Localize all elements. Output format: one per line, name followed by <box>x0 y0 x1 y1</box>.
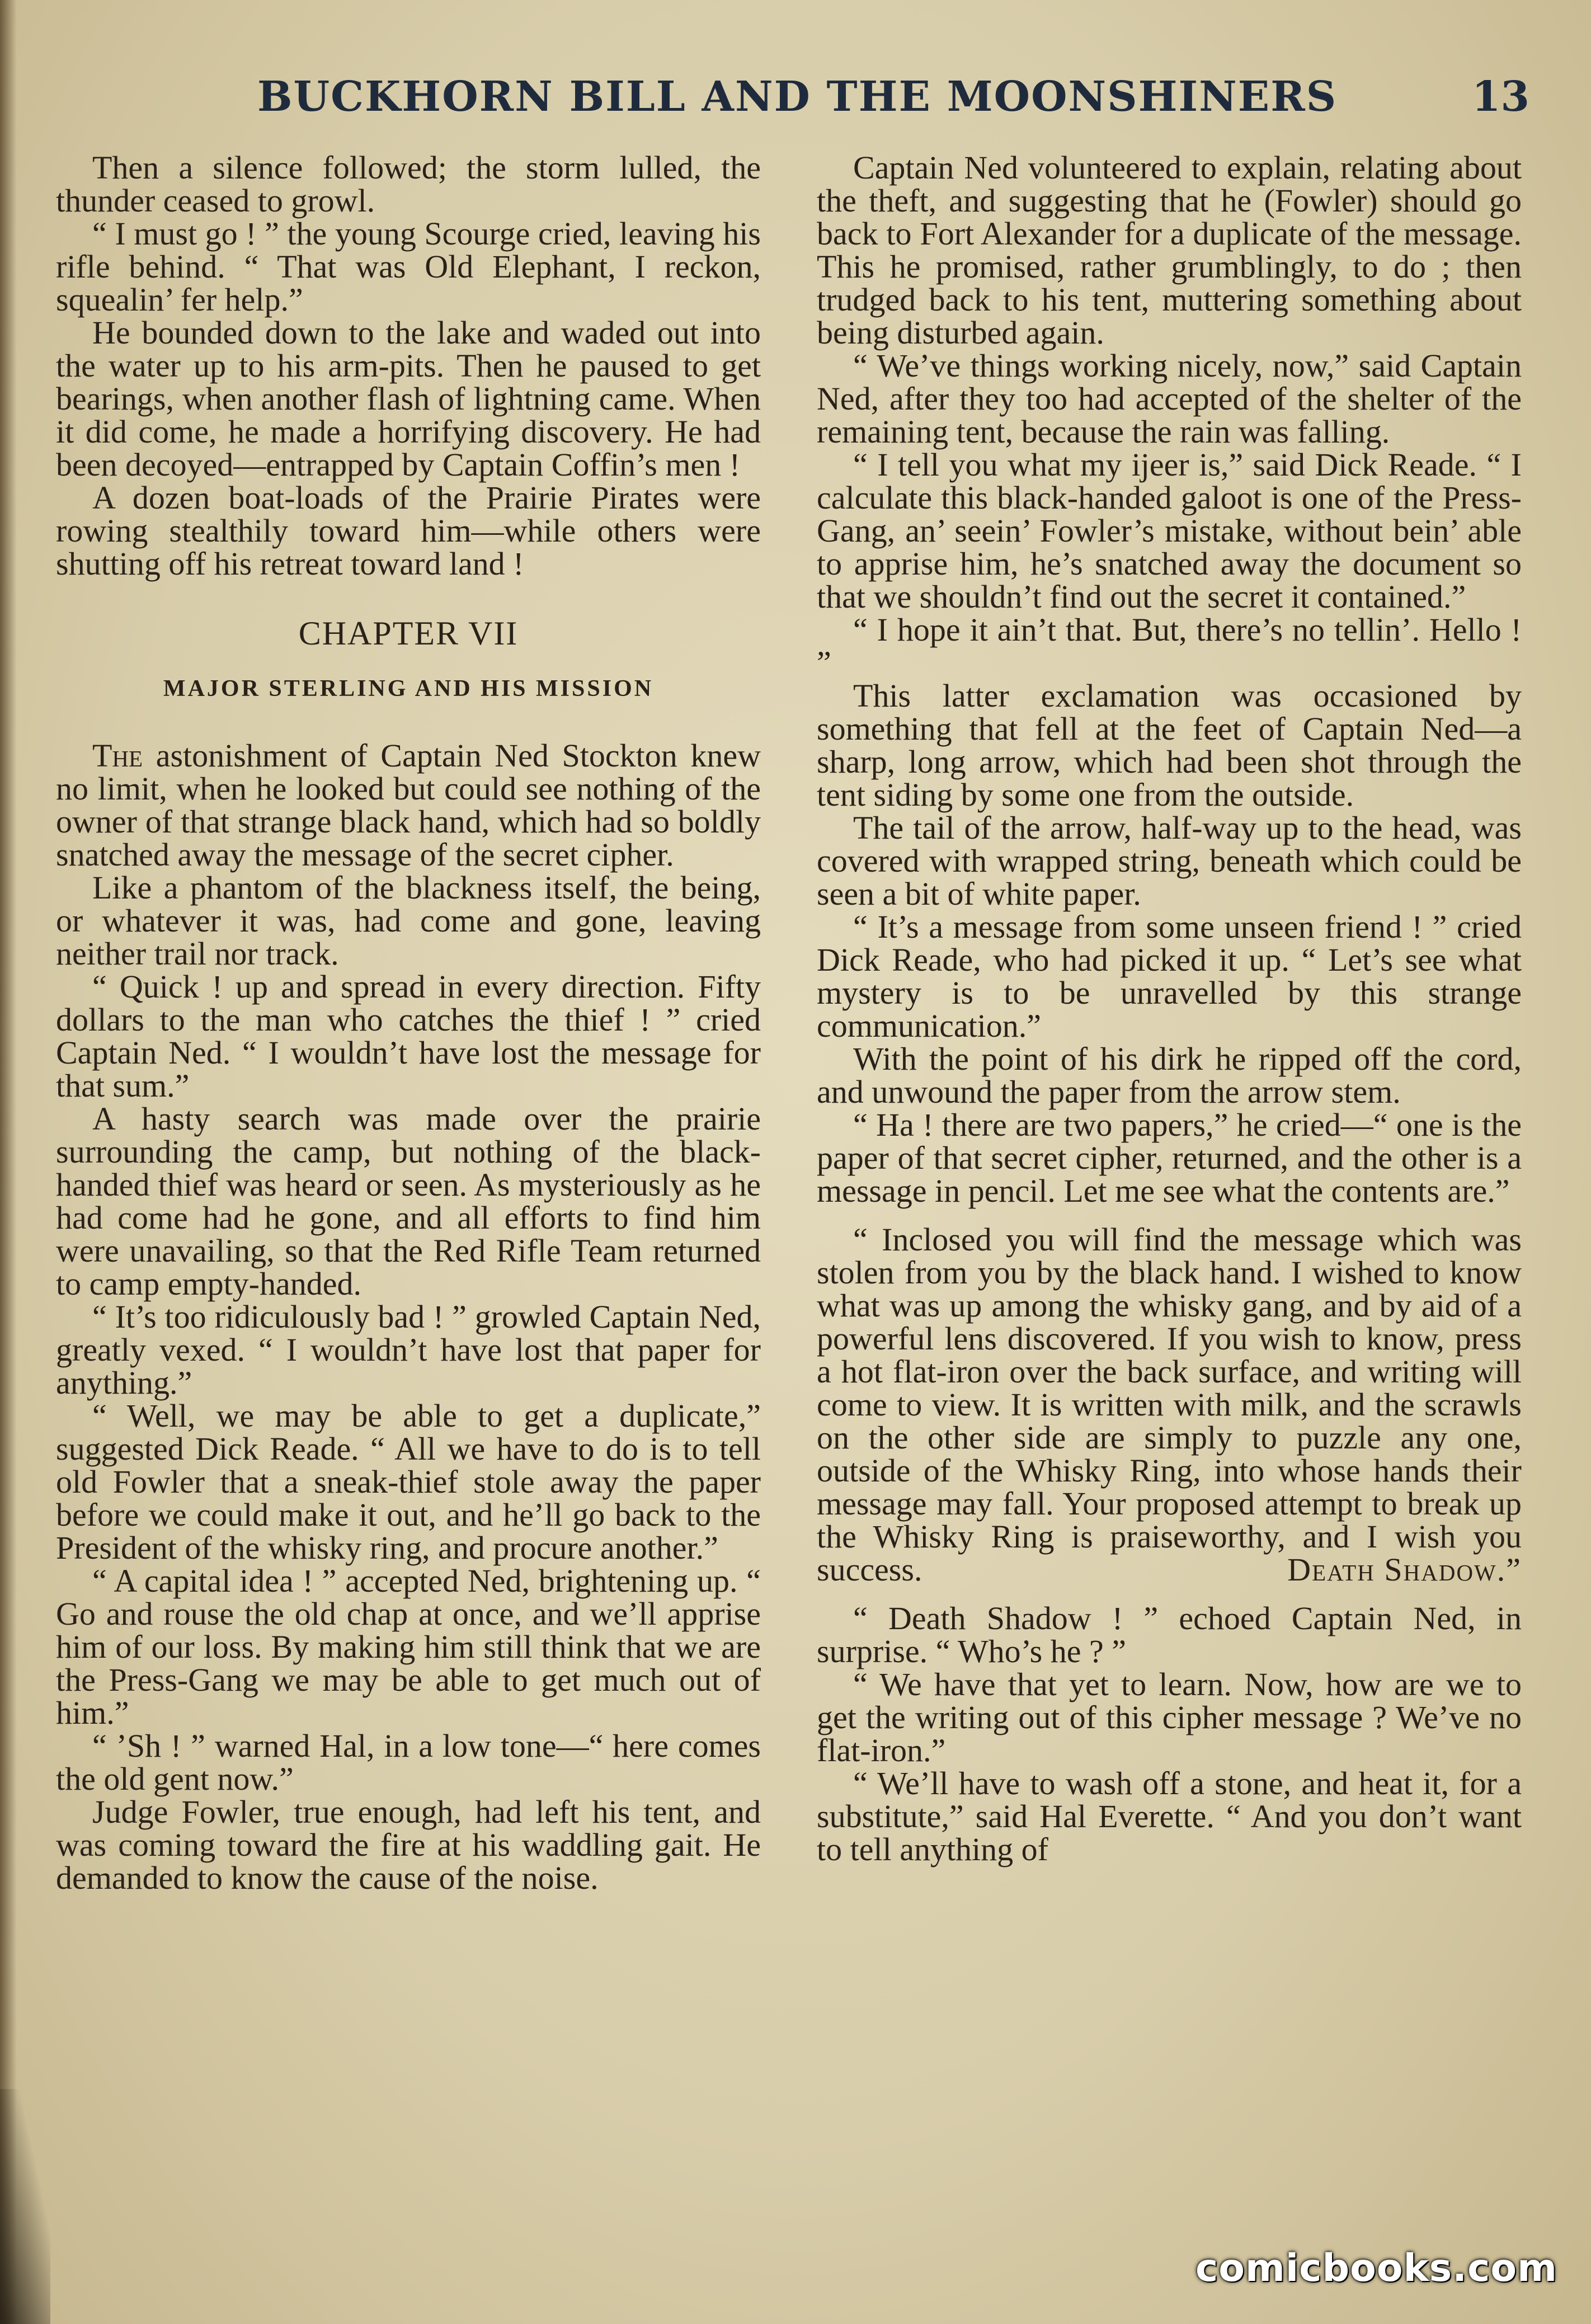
paragraph: This latter exclamation was occasioned by something that fell at the feet of Captain Ned—a sharp, long arrow, which had been shot through the tent siding by some one from the outside. <box>817 678 1522 813</box>
paragraph: Like a phantom of the blackness itself, the being, or whatever it was, had come and gone, leaving neither trail nor track. <box>56 869 761 972</box>
page-spine-shadow <box>0 0 17 2324</box>
paragraph: Judge Fowler, true enough, had left his tent, and was coming toward the fire at his waddling gait. He demanded to know the cause of the noise. <box>56 1794 761 1896</box>
paragraph: “ A capital idea ! ” accepted Ned, brightening up. “ Go and rouse the old chap at once, and we’ll apprise him of our loss. By making him still think that we are the Press-Gang we may be able to get much out of him.” <box>56 1563 761 1731</box>
paragraph: “ Well, we may be able to get a duplicate,” suggested Dick Reade. “ All we have to do is to tell old Fowler that a sneak-thief stole away the paper before we could make it out, and he’ll go back to the President of the whisky ring, and procure another.” <box>56 1398 761 1566</box>
paragraph: He bounded down to the lake and waded out into the water up to his arm-pits. Then he paused to get bearings, when another flash of lightning came. When it did come, he made a horrifying discovery. He had been decoyed—entrapped by Captain Coffin’s men ! <box>56 314 761 483</box>
chapter-subtitle: MAJOR STERLING AND HIS MISSION <box>163 676 654 702</box>
paragraph: “ We have that yet to learn. Now, how are we to get the writing out of this cipher message ? We’ve no flat-iron.” <box>817 1666 1522 1768</box>
paragraph: With the point of his dirk he ripped off the cord, and unwound the paper from the arrow stem. <box>817 1041 1522 1110</box>
chapter-title: CHAPTER VII <box>298 615 519 652</box>
letter-paragraph <box>817 1223 1522 1586</box>
paragraph: “ It’s a message from some unseen friend ! ” cried Dick Reade, who had picked it up. “ Let’s see what mystery is to be unravelled by this strange communication.” <box>817 909 1522 1044</box>
paragraph: “ We’ve things working nicely, now,” said Captain Ned, after they too had accepted of the shelter of the remaining tent, because the rain was falling. <box>817 347 1522 450</box>
paragraph: “ Quick ! up and spread in every direction. Fifty dollars to the man who catches the thief ! ” cried Captain Ned. “ I wouldn’t have lost the message for that sum.” <box>56 968 761 1104</box>
left-column <box>56 151 761 1894</box>
paragraph: “ It’s too ridiculously bad ! ” growled Captain Ned, greatly vexed. “ I wouldn’t have lost that paper for anything.” <box>56 1299 761 1401</box>
paragraph: “ I must go ! ” the young Scourge cried, leaving his rifle behind. “ That was Old Elephant, I reckon, squealin’ fer help.” <box>56 215 761 318</box>
opening-word: The <box>92 737 143 774</box>
paragraph: “ Death Shadow ! ” echoed Captain Ned, in surprise. “ Who’s he ? ” <box>817 1600 1522 1669</box>
paragraph: The tail of the arrow, half-way up to the head, was covered with wrapped string, beneath which could be seen a bit of white paper. <box>817 810 1522 912</box>
running-head-title: BUCKHORN BILL AND THE MOONSHINERS <box>257 73 1338 121</box>
letter-signature: Death Shadow.” <box>1287 1551 1522 1588</box>
paragraph: Then a silence followed; the storm lulled, the thunder ceased to growl. <box>56 149 761 219</box>
paragraph: “ I hope it ain’t that. But, there’s no tellin’. Hello ! ” <box>817 611 1522 681</box>
right-column <box>817 151 1522 1866</box>
opening-text: astonishment of Captain Ned Stockton knew no limit, when he looked but could see nothing of the owner of that strange black hand, which had so boldly snatched away the message of the secret cipher. <box>56 737 761 873</box>
paragraph: Captain Ned volunteered to explain, relating about the theft, and suggesting that he (Fowler) should go back to Fort Alexander for a duplicate of the message. This he promised, rather grumblingly, to do ; then trudged back to his tent, muttering something about being disturbed again. <box>817 149 1522 351</box>
paragraph: A dozen boat-loads of the Prairie Pirates were rowing stealthily toward him—while others were shutting off his retreat toward land ! <box>56 479 761 582</box>
paragraph: “ I tell you what my ijeer is,” said Dick Reade. “ I calculate this black-handed galoot is one of the Press-Gang, an’ seein’ Fowler’s mistake, without bein’ able to apprise him, he’s snatched away the document so that we shouldn’t find out the secret it contained.” <box>817 446 1522 615</box>
paragraph: “ We’ll have to wash off a stone, and heat it, for a substitute,” said Hal Everette. “ And you don’t want to tell anything of <box>817 1765 1522 1867</box>
paragraph: “ ’Sh ! ” warned Hal, in a low tone—“ here comes the old gent now.” <box>56 1728 761 1797</box>
site-watermark: comicbooks.com <box>1195 2246 1557 2290</box>
paragraph: “ Ha ! there are two papers,” he cried—“ one is the paper of that secret cipher, returned, and the other is a message in pencil. Let me see what the contents are.” <box>817 1107 1522 1209</box>
opening-paragraph <box>56 739 761 871</box>
page-number: 13 <box>1472 73 1529 121</box>
page-corner-shadow <box>0 2089 50 2324</box>
paragraph: A hasty search was made over the prairie surrounding the camp, but nothing of the black-handed thief was heard or seen. As mysteriously as he had come had he gone, and all efforts to find him were unavailing, so that the Red Rifle Team returned to camp empty-handed. <box>56 1100 761 1302</box>
letter-text: “ Inclosed you will find the message which was stolen from you by the black hand. I wished to know what was up among the whisky gang, and by aid of a powerful lens discovered. If you wish to know, press a hot flat-iron over the back surface, and writing will come to view. It is written with milk, and the scrawls on the other side are simply to puzzle any one, outside of the Whisky Ring, into whose hands their message may fall. Your proposed attempt to break up the Whisky Ring is praiseworthy, and I wish you success. <box>817 1221 1522 1588</box>
